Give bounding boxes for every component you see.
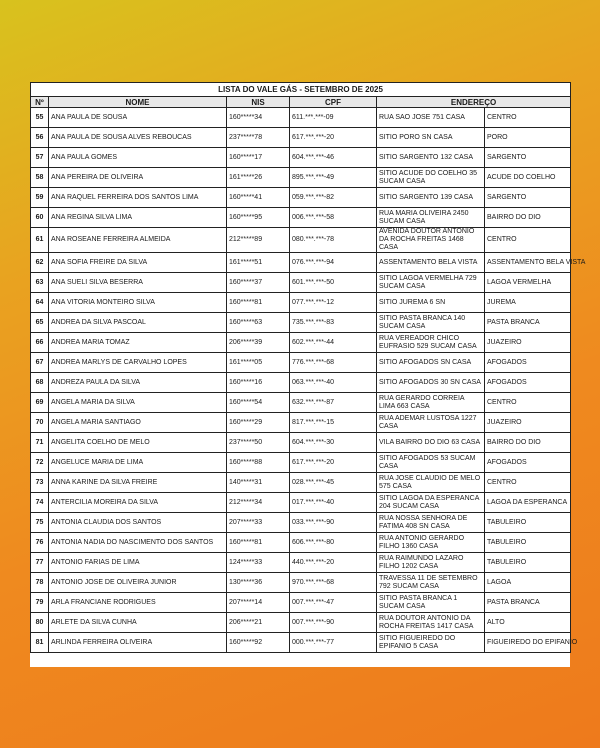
table-row [31, 208, 571, 228]
row-nome: ANA PEREIRA DE OLIVEIRA [49, 168, 227, 188]
row-endereco: SITIO LAGOA DA ESPERANCA 204 SUCAM CASA [377, 493, 485, 513]
row-endereco: TRAVESSA 11 DE SETEMBRO 792 SUCAM CASA [377, 573, 485, 593]
row-number: 76 [31, 533, 49, 553]
row-bairro: SARGENTO [485, 148, 571, 168]
row-cpf: 895.***.***-49 [290, 168, 377, 188]
row-number: 65 [31, 313, 49, 333]
row-endereco: SITIO FIGUEIREDO DO EPIFANIO 5 CASA [377, 633, 485, 653]
row-endereco: SITIO PASTA BRANCA 1 SUCAM CASA [377, 593, 485, 613]
row-number: 61 [31, 228, 49, 253]
row-bairro: CENTRO [485, 228, 571, 253]
row-nis: 160*****16 [227, 373, 290, 393]
row-endereco: RUA NOSSA SENHORA DE FATIMA 408 SN CASA [377, 513, 485, 533]
row-nis: 160*****63 [227, 313, 290, 333]
row-number: 58 [31, 168, 49, 188]
row-cpf: 606.***.***-80 [290, 533, 377, 553]
row-bairro: LAGOA VERMELHA [485, 273, 571, 293]
row-bairro: TABULEIRO [485, 513, 571, 533]
row-endereco: RUA JOSE CLAUDIO DE MELO 575 CASA [377, 473, 485, 493]
row-nis: 160*****81 [227, 533, 290, 553]
row-endereco: SITIO JUREMA 6 SN [377, 293, 485, 313]
table-title: LISTA DO VALE GÁS - SETEMBRO DE 2025 [31, 83, 571, 97]
row-cpf: 028.***.***-45 [290, 473, 377, 493]
row-nis: 161*****05 [227, 353, 290, 373]
row-nis: 160*****54 [227, 393, 290, 413]
row-endereco: VILA BAIRRO DO DIO 63 CASA [377, 433, 485, 453]
row-endereco: SITIO SARGENTO 132 CASA [377, 148, 485, 168]
row-endereco: AVENIDA DOUTOR ANTONIO DA ROCHA FREITAS 1468 CASA [377, 228, 485, 253]
row-number: 62 [31, 253, 49, 273]
col-header-cpf: CPF [290, 97, 377, 108]
row-nome: ANA REGINA SILVA LIMA [49, 208, 227, 228]
row-number: 81 [31, 633, 49, 653]
row-nome: ANDREA MARLYS DE CARVALHO LOPES [49, 353, 227, 373]
row-nome: ANGELA MARIA DA SILVA [49, 393, 227, 413]
row-cpf: 006.***.***-58 [290, 208, 377, 228]
row-nome: ANA ROSEANE FERREIRA ALMEIDA [49, 228, 227, 253]
table-row [31, 553, 571, 573]
col-header-num: Nº [31, 97, 49, 108]
row-bairro: JUREMA [485, 293, 571, 313]
row-endereco: SITIO PASTA BRANCA 140 SUCAM CASA [377, 313, 485, 333]
row-cpf: 077.***.***-12 [290, 293, 377, 313]
row-bairro: CENTRO [485, 393, 571, 413]
row-cpf: 007.***.***-47 [290, 593, 377, 613]
row-nome: ANTONIO FARIAS DE LIMA [49, 553, 227, 573]
row-nome: ANTONIO JOSE DE OLIVEIRA JUNIOR [49, 573, 227, 593]
row-nis: 160*****41 [227, 188, 290, 208]
row-number: 75 [31, 513, 49, 533]
row-nis: 160*****95 [227, 208, 290, 228]
table-row [31, 473, 571, 493]
row-number: 64 [31, 293, 49, 313]
row-nome: ANGELA MARIA SANTIAGO [49, 413, 227, 433]
table-row [31, 273, 571, 293]
row-nis: 160*****17 [227, 148, 290, 168]
row-nis: 237*****50 [227, 433, 290, 453]
row-endereco: RUA MARIA OLIVEIRA 2450 SUCAM CASA [377, 208, 485, 228]
row-number: 77 [31, 553, 49, 573]
row-number: 80 [31, 613, 49, 633]
row-bairro: CENTRO [485, 108, 571, 128]
row-nome: ANDREA DA SILVA PASCOAL [49, 313, 227, 333]
row-nis: 160*****88 [227, 453, 290, 473]
row-endereco: SITIO SARGENTO 139 CASA [377, 188, 485, 208]
row-endereco: SITIO ACUDE DO COELHO 35 SUCAM CASA [377, 168, 485, 188]
row-nome: ANTONIA CLAUDIA DOS SANTOS [49, 513, 227, 533]
row-number: 63 [31, 273, 49, 293]
table-row [31, 613, 571, 633]
row-endereco: RUA DOUTOR ANTONIO DA ROCHA FREITAS 1417 CASA [377, 613, 485, 633]
row-number: 60 [31, 208, 49, 228]
row-bairro: ACUDE DO COELHO [485, 168, 571, 188]
row-endereco: ASSENTAMENTO BELA VISTA [377, 253, 485, 273]
row-endereco: SITIO AFOGADOS 30 SN CASA [377, 373, 485, 393]
row-nis: 130*****36 [227, 573, 290, 593]
table-header-row [31, 97, 571, 108]
row-nome: ANNA KARINE DA SILVA FREIRE [49, 473, 227, 493]
row-number: 56 [31, 128, 49, 148]
row-cpf: 076.***.***-94 [290, 253, 377, 273]
col-header-nome: NOME [49, 97, 227, 108]
row-nis: 207*****33 [227, 513, 290, 533]
row-number: 73 [31, 473, 49, 493]
row-bairro: JUAZEIRO [485, 333, 571, 353]
row-endereco: RUA VEREADOR CHICO EUFRASIO 529 SUCAM CASA [377, 333, 485, 353]
table-row [31, 333, 571, 353]
row-cpf: 604.***.***-30 [290, 433, 377, 453]
row-nis: 160*****81 [227, 293, 290, 313]
row-nis: 160*****29 [227, 413, 290, 433]
row-nis: 161*****51 [227, 253, 290, 273]
row-nis: 212*****34 [227, 493, 290, 513]
row-number: 78 [31, 573, 49, 593]
table-row [31, 493, 571, 513]
row-cpf: 080.***.***-78 [290, 228, 377, 253]
table-row [31, 313, 571, 333]
row-cpf: 735.***.***-83 [290, 313, 377, 333]
row-cpf: 602.***.***-44 [290, 333, 377, 353]
row-cpf: 063.***.***-40 [290, 373, 377, 393]
row-endereco: SITIO AFOGADOS SN CASA [377, 353, 485, 373]
row-bairro: FIGUEIREDO DO EPIFANIO [485, 633, 571, 653]
row-nome: ANA VITORIA MONTEIRO SILVA [49, 293, 227, 313]
row-bairro: PORO [485, 128, 571, 148]
row-nome: ANDREA MARIA TOMAZ [49, 333, 227, 353]
row-bairro: LAGOA [485, 573, 571, 593]
row-nome: ANA SOFIA FREIRE DA SILVA [49, 253, 227, 273]
row-nome: ANA PAULA DE SOUSA [49, 108, 227, 128]
row-nome: ARLETE DA SILVA CUNHA [49, 613, 227, 633]
table-row [31, 293, 571, 313]
row-nome: ANA PAULA DE SOUSA ALVES REBOUCAS [49, 128, 227, 148]
row-cpf: 033.***.***-90 [290, 513, 377, 533]
table-row [31, 148, 571, 168]
row-nis: 207*****14 [227, 593, 290, 613]
row-nome: ARLINDA FERREIRA OLIVEIRA [49, 633, 227, 653]
row-bairro: CENTRO [485, 473, 571, 493]
row-number: 55 [31, 108, 49, 128]
document-sheet [30, 82, 586, 667]
row-cpf: 604.***.***-46 [290, 148, 377, 168]
table-row [31, 128, 571, 148]
row-bairro: SARGENTO [485, 188, 571, 208]
row-cpf: 601.***.***-50 [290, 273, 377, 293]
row-nis: 124*****33 [227, 553, 290, 573]
row-cpf: 007.***.***-90 [290, 613, 377, 633]
vale-gas-table [30, 82, 586, 653]
row-nome: ANDREZA PAULA DA SILVA [49, 373, 227, 393]
row-cpf: 617.***.***-20 [290, 128, 377, 148]
row-endereco: RUA GERARDO CORREIA LIMA 663 CASA [377, 393, 485, 413]
row-endereco: SITIO PORO SN CASA [377, 128, 485, 148]
row-endereco: RUA RAIMUNDO LAZARO FILHO 1202 CASA [377, 553, 485, 573]
row-bairro: TABULEIRO [485, 553, 571, 573]
row-cpf: 970.***.***-68 [290, 573, 377, 593]
row-nome: ANTERCILIA MOREIRA DA SILVA [49, 493, 227, 513]
table-row [31, 168, 571, 188]
table-row [31, 593, 571, 613]
row-endereco: RUA ADEMAR LUSTOSA 1227 CASA [377, 413, 485, 433]
row-nis: 161*****26 [227, 168, 290, 188]
row-nome: ANGELUCE MARIA DE LIMA [49, 453, 227, 473]
table-row [31, 228, 571, 253]
row-bairro: ALTO [485, 613, 571, 633]
row-bairro: LAGOA DA ESPERANCA [485, 493, 571, 513]
table-row [31, 373, 571, 393]
row-nis: 206*****21 [227, 613, 290, 633]
row-nis: 237*****78 [227, 128, 290, 148]
table-row [31, 513, 571, 533]
row-number: 79 [31, 593, 49, 613]
table-row [31, 533, 571, 553]
row-cpf: 617.***.***-20 [290, 453, 377, 473]
table-row [31, 188, 571, 208]
table-row [31, 353, 571, 373]
row-nis: 160*****92 [227, 633, 290, 653]
row-cpf: 000.***.***-77 [290, 633, 377, 653]
row-nome: ANA SUELI SILVA BESERRA [49, 273, 227, 293]
row-cpf: 611.***.***-09 [290, 108, 377, 128]
row-nis: 212*****89 [227, 228, 290, 253]
table-row [31, 413, 571, 433]
table-row [31, 573, 571, 593]
col-header-endereco: ENDEREÇO [377, 97, 571, 108]
row-number: 68 [31, 373, 49, 393]
row-number: 66 [31, 333, 49, 353]
row-bairro: TABULEIRO [485, 533, 571, 553]
row-bairro: PASTA BRANCA [485, 313, 571, 333]
row-bairro: AFOGADOS [485, 373, 571, 393]
row-cpf: 440.***.***-20 [290, 553, 377, 573]
table-row [31, 633, 571, 653]
row-number: 74 [31, 493, 49, 513]
row-endereco: SITIO AFOGADOS 53 SUCAM CASA [377, 453, 485, 473]
row-nis: 160*****34 [227, 108, 290, 128]
row-nome: ANGELITA COELHO DE MELO [49, 433, 227, 453]
row-endereco: RUA SAO JOSE 751 CASA [377, 108, 485, 128]
row-cpf: 632.***.***-87 [290, 393, 377, 413]
table-row [31, 453, 571, 473]
row-number: 71 [31, 433, 49, 453]
row-nome: ANA PAULA GOMES [49, 148, 227, 168]
row-cpf: 776.***.***-68 [290, 353, 377, 373]
row-bairro: JUAZEIRO [485, 413, 571, 433]
row-nis: 160*****37 [227, 273, 290, 293]
row-cpf: 017.***.***-40 [290, 493, 377, 513]
col-header-nis: NIS [227, 97, 290, 108]
row-nis: 140*****31 [227, 473, 290, 493]
row-number: 57 [31, 148, 49, 168]
table-row [31, 393, 571, 413]
row-bairro: BAIRRO DO DIO [485, 433, 571, 453]
row-nome: ARLA FRANCIANE RODRIGUES [49, 593, 227, 613]
row-bairro: BAIRRO DO DIO [485, 208, 571, 228]
table-row [31, 253, 571, 273]
row-bairro: AFOGADOS [485, 453, 571, 473]
row-nome: ANA RAQUEL FERREIRA DOS SANTOS LIMA [49, 188, 227, 208]
row-endereco: SITIO LAGOA VERMELHA 729 SUCAM CASA [377, 273, 485, 293]
row-number: 72 [31, 453, 49, 473]
row-number: 67 [31, 353, 49, 373]
row-number: 70 [31, 413, 49, 433]
table-title-row [31, 83, 571, 97]
row-nis: 206*****39 [227, 333, 290, 353]
row-nome: ANTONIA NADIA DO NASCIMENTO DOS SANTOS [49, 533, 227, 553]
row-number: 69 [31, 393, 49, 413]
table-row [31, 108, 571, 128]
table-row [31, 433, 571, 453]
row-bairro: PASTA BRANCA [485, 593, 571, 613]
row-endereco: RUA ANTONIO GERARDO FILHO 1360 CASA [377, 533, 485, 553]
row-bairro: AFOGADOS [485, 353, 571, 373]
row-cpf: 817.***.***-15 [290, 413, 377, 433]
row-bairro: ASSENTAMENTO BELA VISTA [485, 253, 571, 273]
row-number: 59 [31, 188, 49, 208]
row-cpf: 059.***.***-82 [290, 188, 377, 208]
